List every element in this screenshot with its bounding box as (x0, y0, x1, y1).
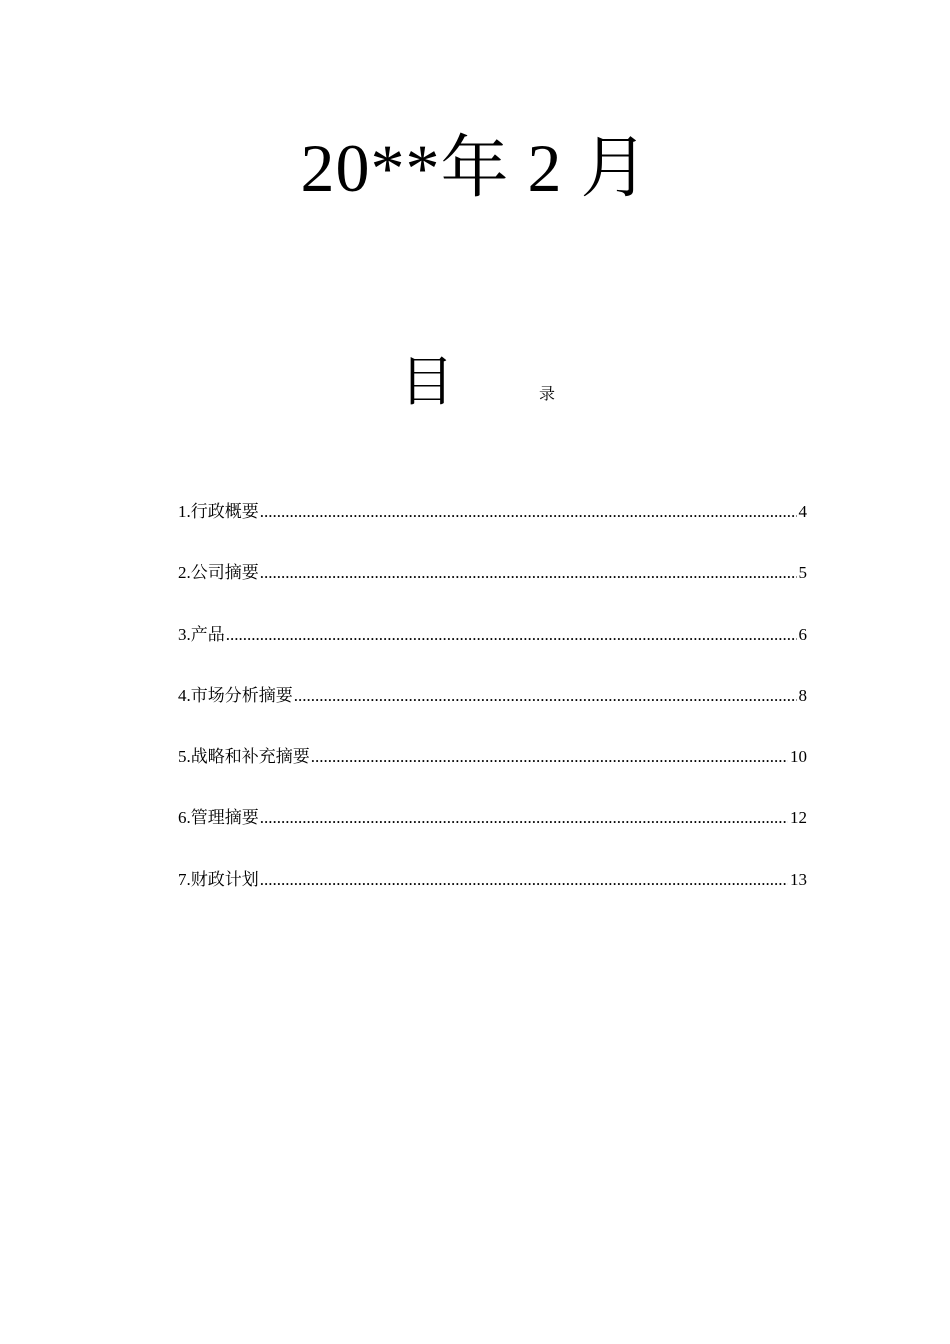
toc-entry-page: 12 (790, 808, 807, 828)
toc-entry-label: 6.管理摘要 (178, 808, 259, 828)
toc-heading (0, 350, 950, 420)
toc-entry-company-summary[interactable] (178, 561, 807, 622)
toc-entry-products[interactable] (178, 623, 807, 684)
toc-heading-char-2: 录 (539, 386, 556, 403)
toc-dot-leader (260, 806, 788, 830)
toc-entry-page: 8 (798, 685, 807, 705)
toc-entry-label: 7.财政计划 (178, 869, 259, 889)
table-of-contents (178, 500, 807, 929)
toc-entry-management[interactable] (178, 806, 807, 867)
toc-entry-page: 13 (790, 869, 807, 889)
toc-entry-label: 4.市场分析摘要 (178, 685, 293, 705)
toc-entry-label: 2.公司摘要 (178, 563, 259, 583)
document-date-title: 20**年 2 月 (300, 130, 650, 206)
toc-dot-leader (294, 684, 797, 708)
toc-entry-label: 3.产品 (178, 624, 225, 644)
toc-entry-strategy[interactable] (178, 745, 807, 806)
toc-dot-leader (311, 745, 788, 769)
toc-entry-page: 5 (798, 563, 807, 583)
toc-entry-page: 6 (798, 624, 807, 644)
toc-dot-leader (260, 500, 797, 524)
toc-entry-label: 1.行政概要 (178, 502, 259, 521)
toc-entry-market-analysis[interactable] (178, 684, 807, 745)
toc-entry-financial-plan[interactable] (178, 868, 807, 929)
toc-entry-executive-summary[interactable] (178, 500, 807, 561)
toc-heading-char-1: 目 (400, 352, 454, 412)
toc-entry-page: 10 (790, 747, 807, 767)
toc-dot-leader (260, 868, 788, 892)
toc-dot-leader (260, 561, 797, 585)
toc-entry-page: 4 (798, 502, 807, 521)
toc-entry-label: 5.战略和补充摘要 (178, 747, 310, 767)
toc-dot-leader (226, 623, 797, 647)
